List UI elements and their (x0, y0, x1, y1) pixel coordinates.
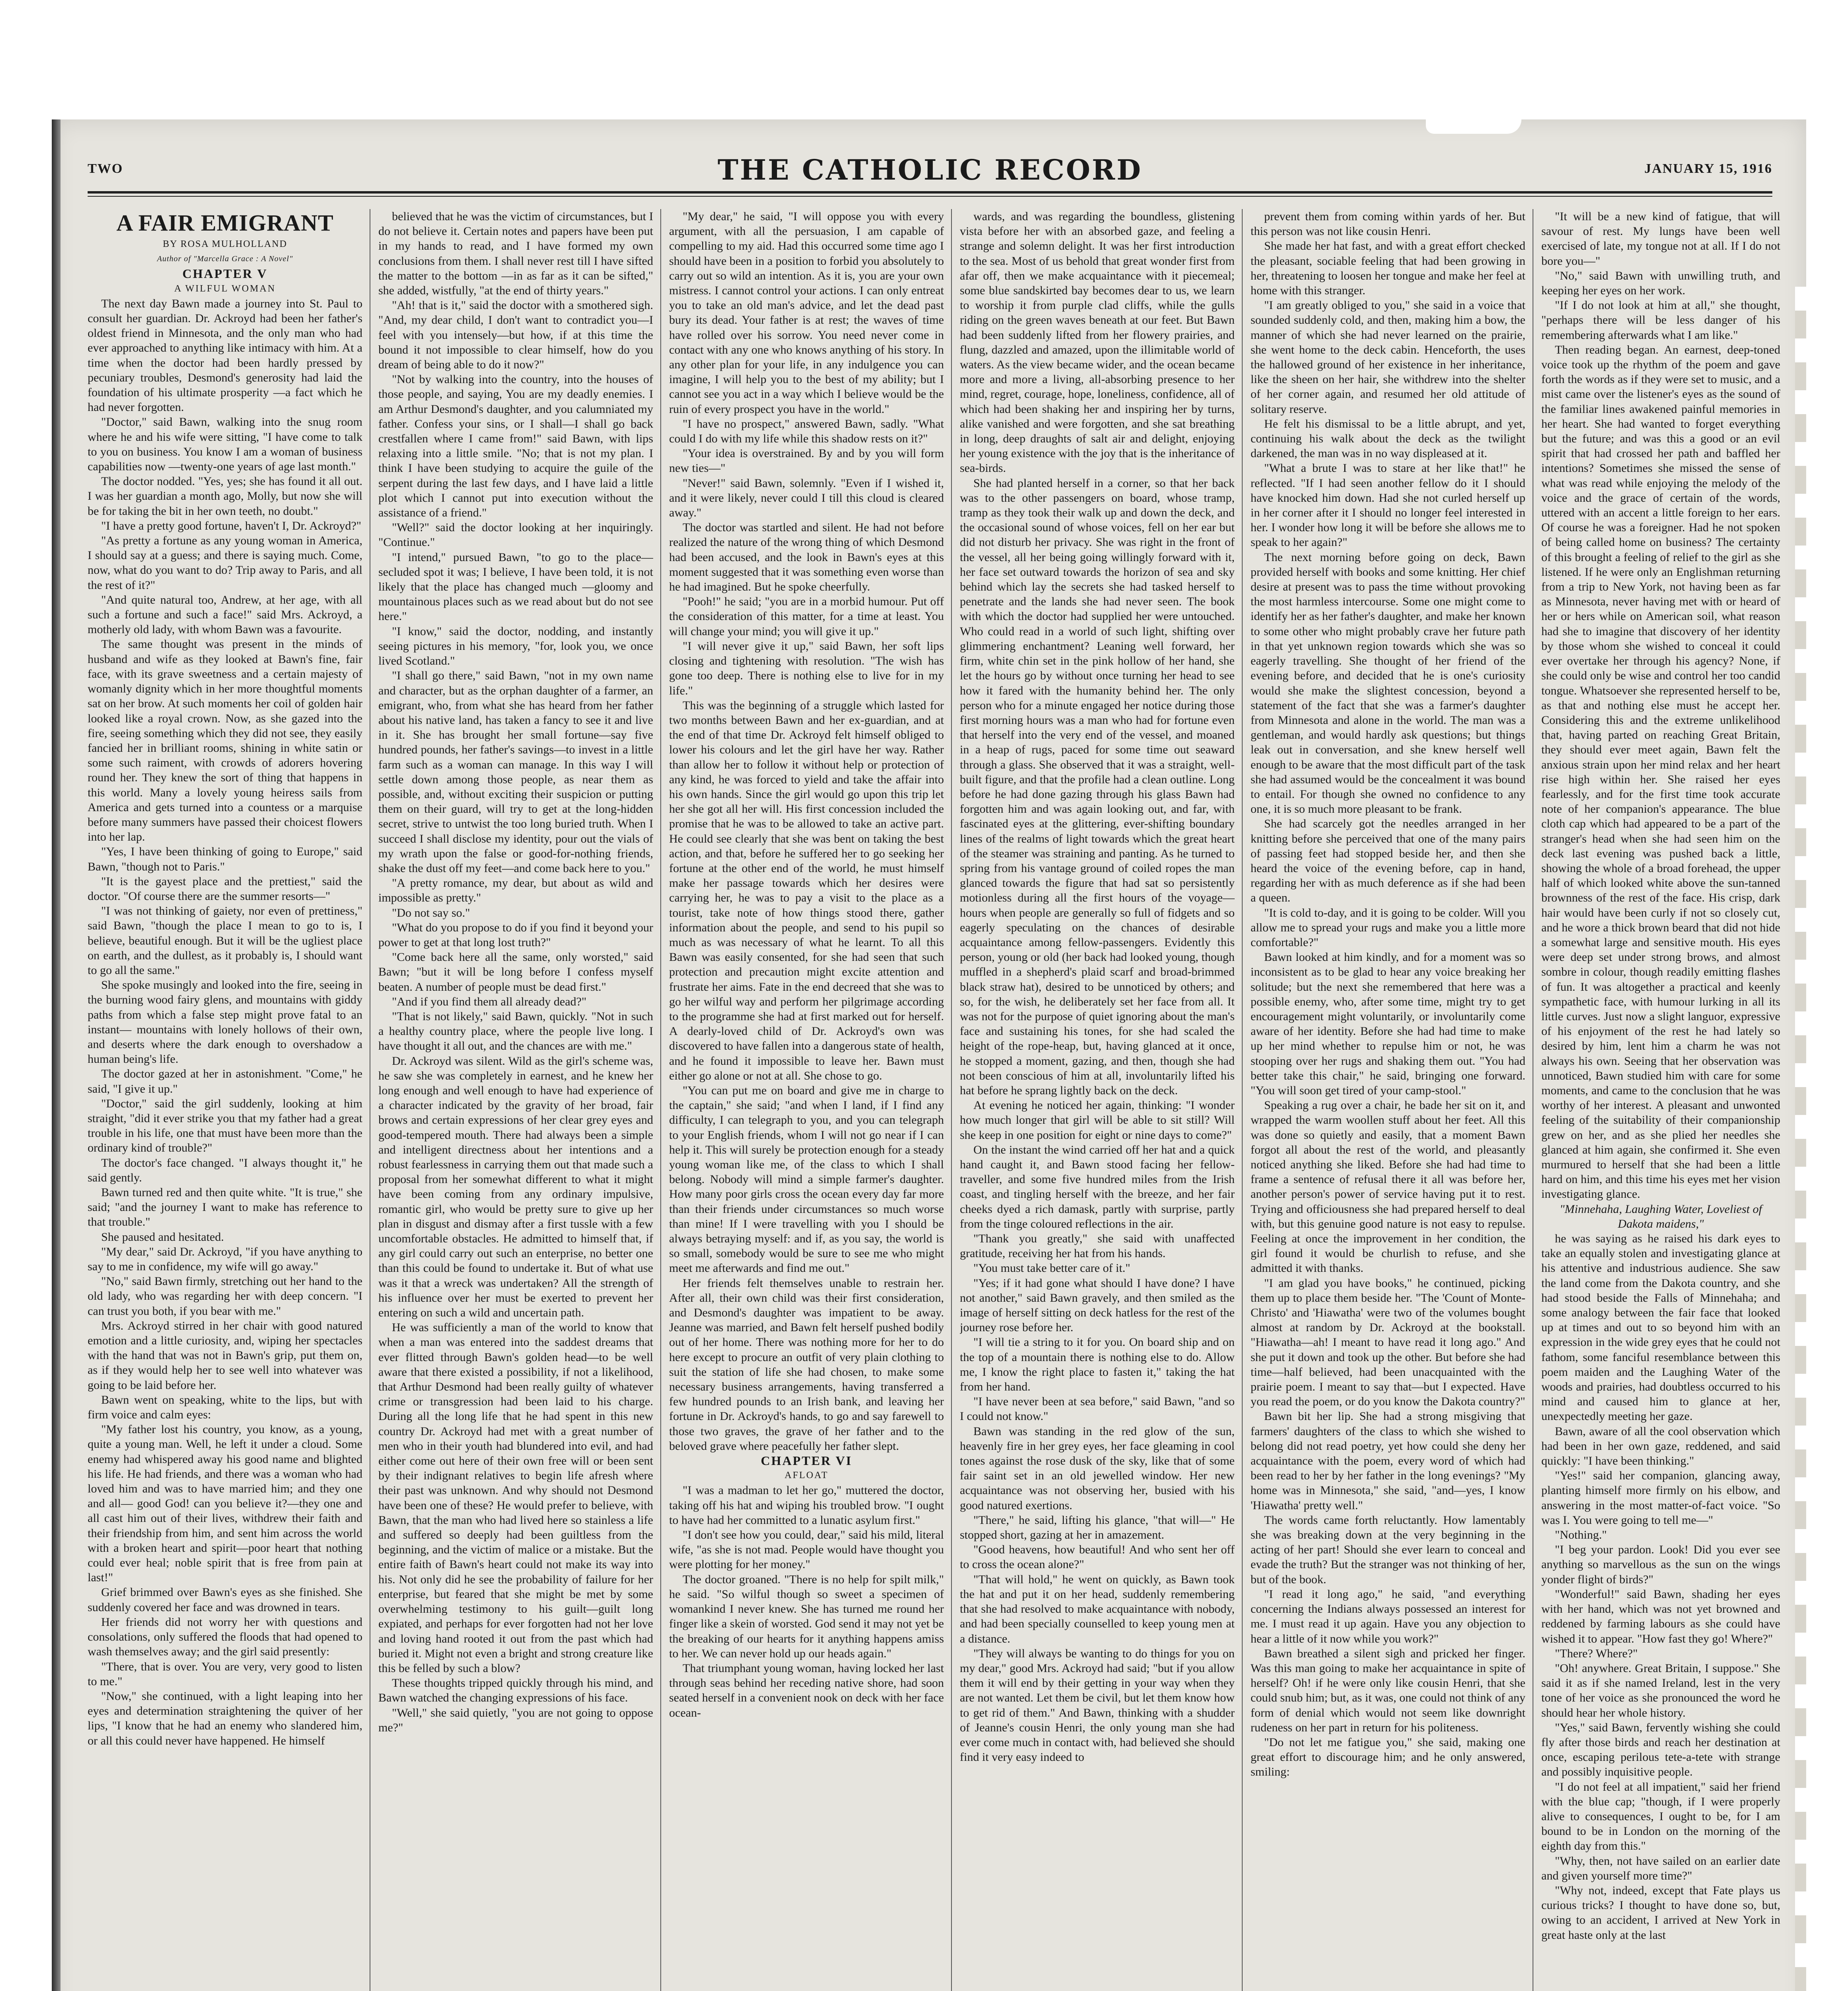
paragraph: Bawn looked at him kindly, and for a moment was so inconsistent as to be glad to hear any voice breaking her solitude; but the next she remembered that here was a possible enemy, who, after some time, might try to get encouragement might voluntarily, or involuntarily come aware of her identity. Before she had had time to make up her mind whether to repulse him or not, he was stooping over her rugs and shaking them out. "You had better take this chair," he said, bringing one forward. "You will soon get tired of your camp-stool." (1251, 951, 1525, 1097)
paragraph: "Well?" said the doctor looking at her inquiringly. "Continue." (378, 521, 653, 549)
chapter-subtitle: AFLOAT (784, 1470, 828, 1481)
paragraph: "Now," she continued, with a light leaping into her eyes and determination straightening the quiver of her lips, "I know that he had an enemy who slandered him, or all this could never have happened. He himself (88, 1689, 362, 1747)
chapter-heading: CHAPTER VI (761, 1453, 852, 1468)
paragraph: The next morning before going on deck, Bawn provided herself with books and some knitting. Her chief desire at present was to pass the time without provoking the most harmless intercourse. Some one might come to identify her as her father's daughter, and make her known to some other who might probably crave her future path in that yet unknown region towards which she was so eagerly travelling. She thought of her friend of the evening before, and decided that he is one's curiosity would she make the slightest concession, beyond a statement of the fact that she was a farmer's daughter from Minnesota and alone in the world. The man was a gentleman, and would hardly ask questions; but things leak out in conversation, and she knew herself well enough to be aware that the most difficult part of the task she had assumed would be the concealment it was bound to entail. For though she owned no confidence to any one, it is so much more pleasant to be frank. (1251, 550, 1525, 816)
column-body (378, 209, 653, 1735)
column-body (1541, 209, 1780, 1202)
column-body (669, 209, 944, 1453)
column-3 (669, 209, 944, 1991)
paragraph: "Never!" said Bawn, solemnly. "Even if I wished it, and it were likely, never could I till this cloud is cleared away." (669, 476, 944, 520)
paragraph: "I don't see how you could, dear," said his mild, literal wife, "as she is not mad. People would have thought you were plotting for her money." (669, 1528, 944, 1571)
paragraph: This was the beginning of a struggle which lasted for two months between Bawn and her ex-guardian, and at the end of that time Dr. Ackroyd felt himself obliged to lower his colours and let the girl have her way. Rather than allow her to follow it without help or protection of any kind, he was forced to yield and take the affair into his own hands. Since the girl would go upon this trip let her she got all her will. His first concession included the promise that he was to be allowed to take an active part. He could see clearly that she was bent on taking the best action, and that, before he suffered her to go seeking her fortune at the other end of the world, he must himself make her passage towards which her desires were carrying her, he was to pay a visit to the place as a tourist, take note of how things stood there, gather information about the people, and send to his pupil so much as was necessary of what he learnt. To all this Bawn was easily consented, for she had seen that such protection and precaution might excite attention and frustrate her aims. Fate in the end decreed that she was to go her wilful way and perform her pilgrimage according to the programme she had at first marked out for herself. A dearly-loved child of Dr. Ackroyd's own was discovered to have fallen into a dangerous state of health, and he found it impossible to leave her. Bawn must either go alone or not at all. She chose to go. (669, 698, 944, 1082)
column-body (960, 209, 1235, 1764)
paragraph: Speaking a rug over a chair, he bade her sit on it, and wrapped the warm woollen stuff about her feet. All this was done so quietly and easily, that a moment Bawn forgot all about the rest of the world, and pleasantly noticed anything she liked. Before she had had time to frame a sentence of refusal there it all was before her, another person's power of service having put it to rest. Trying and officiousness she had prepared herself to deal with, but this genuine good nature is not easy to repulse. Feeling at once the improvement in her condition, the girl found it would be churlish to refuse, and she admitted it with thanks. (1251, 1099, 1525, 1275)
paragraph: "Pooh!" he said; "you are in a morbid humour. Put off the consideration of this matter, for a time at least. You will change your mind; you will give it up." (669, 595, 944, 638)
paragraph: "Not by walking into the country, into the houses of those people, and saying, You are my deadly enemies. I am Arthur Desmond's daughter, and you calumniated my father. Confess your sins, or I shall—I shall go back crestfallen where I came from!" said Bawn, with lips relaxing into a little smile. "No; that is not my plan. I think I have been studying to acquire the guile of the serpent during the last few days, and I have laid a little plot which I cannot put into execution without the assistance of a friend." (378, 373, 653, 520)
paragraph: The same thought was present in the minds of husband and wife as they looked at Bawn's fine, fair face, with its grave sweetness and a certain majesty of womanly dignity which in her more thoughtful moments sat on her brow. At such moments her coil of golden hair looked like a royal crown. Now, as she gazed into the fire, seeing something which they did not see, they easily fancied her in brilliant rooms, shining in white satin or some such raiment, with crowds of adorers hovering round her. They knew the sort of thing that happens in this world. Many a lovely young heiress sails from America and gets turned into a countess or a marquise before many summers have passed their choicest flowers into her lap. (88, 638, 362, 844)
paragraph: "I beg your pardon. Look! Did you ever see anything so marvellous as the sun on the wings yonder flight of birds?" (1541, 1543, 1780, 1586)
column-rule (1242, 209, 1243, 1991)
paragraph: "What do you propose to do if you find it beyond your power to get at that long lost truth?" (378, 921, 653, 949)
paragraph: "It is cold to-day, and it is going to be colder. Will you allow me to spread your rugs and make you a little more comfortable?" (1251, 906, 1525, 949)
paragraph: He felt his dismissal to be a little abrupt, and yet, continuing his walk about the deck as the twilight darkened, the man was in no way displeased at it. (1251, 417, 1525, 460)
paragraph: The words came forth reluctantly. How lamentably she was breaking down at the very beginning in the acting of her part! Should she ever learn to conceal and evade the truth? But the stranger was not thinking of her, but of the book. (1251, 1513, 1525, 1586)
newspaper-title: THE CATHOLIC RECORD (717, 153, 1143, 186)
paragraph: "Oh! anywhere. Great Britain, I suppose." She said it as if she named Ireland, lest in the very tone of her voice as she pronounced the word he should hear her whole history. (1541, 1661, 1780, 1719)
paragraph: "Why, then, not have sailed on an earlier date and given yourself more time?" (1541, 1854, 1780, 1882)
paragraph: "There, that is over. You are very, very good to listen to me." (88, 1660, 362, 1688)
paragraph: "As pretty a fortune as any young woman in America, I should say at a guess; and there is saying much. Come, now, what do you want to do? Trip away to Paris, and all the rest of it?" (88, 534, 362, 592)
paragraph: "Yes," said Bawn, fervently wishing she could fly after those birds and reach her destination at once, escaping perilous tete-a-tete with strange and possibly inquisitive people. (1541, 1721, 1780, 1779)
masthead-rule-thin (88, 196, 1772, 197)
paragraph: The doctor groaned. "There is no help for spilt milk," he said. "So wilful though so sweet a specimen of womankind I never knew. She has turned me round her finger like a skein of worsted. God send it may not yet be the breaking of our hearts for it anything happens amiss to her. We can never hold up our heads again." (669, 1572, 944, 1660)
paragraph: These thoughts tripped quickly through his mind, and Bawn watched the changing expressions of his face. (378, 1676, 653, 1705)
paragraph: She paused and hesitated. (101, 1230, 224, 1244)
column-1 (88, 209, 362, 1991)
paragraph: "Yes, I have been thinking of going to Europe," said Bawn, "though not to Paris." (88, 845, 362, 873)
paragraph: Bawn breathed a silent sigh and pricked her finger. Was this man going to make her acquaintance in spite of herself? Oh! if he were only like cousin Henri, that she could snub him; but, as it was, one could not think of any form of denial which would not seem like downright rudeness on her part in return for his politeness. (1251, 1647, 1525, 1734)
column-6 (1541, 209, 1780, 1991)
torn-edge (1795, 287, 1806, 1991)
newspaper-page (52, 119, 1806, 1991)
story-headline: A FAIR EMIGRANT (116, 210, 334, 236)
paragraph: "Well," she said quietly, "you are not going to oppose me?" (378, 1706, 653, 1734)
column-body (669, 1483, 944, 1720)
paragraph: "A pretty romance, my dear, but about as wild and impossible as pretty." (378, 876, 653, 905)
paragraph: "Do not say so." (392, 906, 470, 919)
story-author-note: Author of "Marcella Grace : A Novel" (157, 254, 293, 264)
paragraph: "Doctor," said the girl suddenly, looking at him straight, "did it ever strike you that my father had a great trouble in his life, one that must have been more than the ordinary kind of trouble?" (88, 1097, 362, 1155)
paragraph: "My dear," he said, "I will oppose you with every argument, with all the persuasion, I am capable of compelling to my aid. Had this occurred some time ago I should have been in a position to forbid you absolutely to carry out so wild an intention. As it is, you are your own mistress. I cannot control your actions. I can only entreat you to take an old man's advice, and let the dead past bury its dead. Your father is at rest; the waves of time have rolled over his sorrow. You need never come in contact with any one who knows anything of his story. In any other plan for your life, in any indulgence you can imagine, I will help you to the best of my ability; but I cannot see you act in a way which I believe would be the ruin of every prospect you have in the world." (669, 210, 944, 416)
paragraph: "There? Where?" (1555, 1647, 1638, 1660)
column-rule (660, 209, 661, 1991)
paragraph: "I intend," pursued Bawn, "to go to the place—secluded spot it was; I believe, I have been told, it is not likely that the place has changed much —gloomy and mountainous places such as we read about but do not see here." (378, 550, 653, 623)
issue-date: JANUARY 15, 1916 (1644, 161, 1772, 176)
paragraph: "Nothing." (1555, 1528, 1607, 1542)
paragraph: "I have never been at sea before," said Bawn, "and so I could not know." (960, 1395, 1235, 1423)
paragraph: "I was a madman to let her go," muttered the doctor, taking off his hat and wiping his troubled brow. "I ought to have had her committed to a lunatic asylum first." (669, 1484, 944, 1527)
paragraph: "It is the gayest place and the prettiest," said the doctor. "Of course there are the summer resorts—" (88, 874, 362, 903)
paragraph: "I will tie a string to it for you. On board ship and on the top of a mountain there is nothing else to do. Allow me, I know the right place to fasten it," taking the hat from her hand. (960, 1336, 1235, 1394)
paragraph: "No," said Bawn firmly, stretching out her hand to the old lady, who was regarding her with deep concern. "I can trust you both, if you bear with me." (88, 1275, 362, 1318)
paragraph: "If I do not look at him at all," she thought, "perhaps there will be less danger of his remembering afterwards what I am like." (1541, 299, 1780, 342)
paragraph: "I have no prospect," answered Bawn, sadly. "What could I do with my life while this shadow rests on it?" (669, 417, 944, 446)
paragraph: Her friends did not worry her with questions and consolations, only suffered the floods that had opened to wash themselves away; and the girl said presently: (88, 1615, 362, 1659)
paragraph: "Yes!" said her companion, glancing away, planting himself more firmly on his elbow, and answering in the most matter-of-fact voice. "So was I. You were going to tell me—" (1541, 1469, 1780, 1527)
paragraph: "I do not feel at all impatient," said her friend with the blue cap; "though, if I were properly alive to consequences, I ought to be, for I am bound to be in London on the morning of the eighth day from this." (1541, 1780, 1780, 1853)
paragraph: She made her hat fast, and with a great effort checked the pleasant, sociable feeling that had been growing in her, threatening to loosen her tongue and make her feel at home with this stranger. (1251, 239, 1525, 297)
paragraph: "And if you find them all already dead?" (392, 995, 587, 1008)
paragraph: "It will be a new kind of fatigue, that will savour of rest. My lungs have been well exercised of late, my tongue not at all. If I do not bore you—" (1541, 210, 1780, 268)
column-body (1541, 1231, 1780, 1942)
column-body (1251, 209, 1525, 1780)
paragraph: The doctor was startled and silent. He had not before realized the nature of the wrong thing of which Desmond had been accused, and the look in Bawn's eyes at this moment suggested that it was something even worse than he had imagined. But he spoke cheerfully. (669, 521, 944, 594)
paragraph: He was sufficiently a man of the world to know that when a man was entered into the saddest dreams that ever flitted through Bawn's golden head—to be well aware that there existed a possibility, if not a likelihood, that Arthur Desmond had been really guilty of whatever crime or transgression had been laid to his charge. During all the long life that he had spent in this new country Dr. Ackroyd had met with a great number of men who in their youth had blundered into evil, and had either come out here of their own free will or been sent by their indignant relatives to begin life afresh where their past was unknown. And why should not Desmond have been one of these? He would prefer to believe, with Bawn, that the man who had lived here so stainless a life and suffered so deeply had been guiltless from the beginning, and the victim of malice or a mistake. But the entire faith of Bawn's heart could not make its way into his. Not only did he see the probability of failure for her enterprise, but feared that she might be met by some overwhelming testimony to his guilt—guilt long expiated, and perhaps for ever forgotten had not her love and loving hand rooted it out from the past which had buried it. Might not even a bright and strong creature like this be felled by such a blow? (378, 1321, 653, 1675)
paragraph: She had scarcely got the needles arranged in her knitting before she perceived that one of the many pairs of passing feet had stopped beside her, and then she heard the voice of the evening before, cap in hand, regarding her with as much deference as if she had been a queen. (1251, 817, 1525, 905)
paragraph: Then reading began. An earnest, deep-toned voice took up the rhythm of the poem and gave forth the words as if they were set to music, and a mist came over the listener's eyes as the sound of the familiar lines awakened painful memories in her heart. She had wanted to forget everything but the future; and was this a good or an evil spirit that had crossed her path and baffled her intentions? Sometimes she missed the sense of what was read while enjoying the melody of the voice and the grace of certain of the words, uttered with an accent a little foreign to her ears. Of course he was a foreigner. Had he not spoken of being called home on business? The certainty of this brought a feeling of relief to the girl as she listened. If he were only an Englishman returning from a trip to New York, not having been as far as Minnesota, never having met with or heard of her or hers while on American soil, what reason had she to imagine that discovery of her identity by those whom she wished to conceal it could ever overtake her through his agency? None, if she could only be wise and control her too candid tongue. Whatsoever she represented herself to be, as that and nothing else must he accept her. Considering this and the extreme unlikelihood that, having parted on reaching Great Britain, they should ever meet again, Bawn felt the anxious strain upon her mind relax and her heart rise high within her. She raised her eyes fearlessly, and for the first time took accurate note of her companion's appearance. The blue cloth cap which had appeared to be a part of the stranger's head when she had seen him on the deck last evening was pushed back a little, showing the whole of a broad forehead, the upper half of which looked white above the sun-tanned brownness of the rest of the face. His crisp, dark hair would have been curly if not so closely cut, and he wore a thick brown beard that did not hide a somewhat large and sensitive mouth. His eyes were deep set under strong brows, and almost sombre in colour, though readily emitting flashes of fun. It was altogether a practical and keenly sympathetic face, with humour lurking in all its little curves. Just now a slight languor, expressive of his enjoyment of the rest he had lately so desired by him, lent him a charm he was not always his own. Seeing that her observation was unnoticed, Bawn studied him with care for some moments, and came to the conclusion that he was worthy of her interest. A pleasant and unwonted feeling of the suitability of their companionship grew on her, and as she plied her needles she glanced at him again, she confirmed it. She even murmured to herself that she had been a little hard on him, and this time his eyes met her vision investigating glance. (1541, 343, 1780, 1201)
column-4 (960, 209, 1235, 1991)
paragraph: he was saying as he raised his dark eyes to take an equally stolen and investigating glance at his attentive and industrious audience. She saw the land come from the Dakota country, and she had stood beside the Falls of Minnehaha; and some analogy between the fair face that looked up at times and out to so beyond him with an expression in the wide grey eyes that he could not fathom, some fanciful resemblance between this poem maiden and the Laughing Water of the woods and prairies, had doubtless occurred to his mind and caused him to glance at her, unexpectedly meeting her gaze. (1541, 1232, 1780, 1423)
paragraph: Bawn, aware of all the cool observation which had been in her own gaze, reddened, and said quickly: "I have been thinking." (1541, 1424, 1780, 1468)
paragraph: "I shall go there," said Bawn, "not in my own name and character, but as the orphan daughter of a farmer, an emigrant, who, from what she has heard from her father about his native land, has taken a fancy to see it and live in it. She has brought her small fortune—say five hundred pounds, her father's savings—to invest in a little farm such as a woman can manage. In this way I will settle down among those people, as near them as possible, and, without exciting their suspicion or putting them on their guard, will try to get at the long-hidden secret, strive to untwist the too long buried truth. When I succeed I shall disclose my identity, pour out the vials of my wrath upon the false or good-for-nothing friends, shake the dust off my feet—and come back here to you." (378, 669, 653, 875)
chapter-subtitle: A WILFUL WOMAN (174, 283, 276, 294)
paragraph: believed that he was the victim of circumstances, but I do not believe it. Certain notes and papers have been put in my hands to read, and I have formed my own conclusions from them. I shall never rest till I have sifted the matter to the bottom —in as far as it can be sifted," she added, wistfully, "at the end of thirty years." (378, 210, 653, 297)
paragraph: She had planted herself in a corner, so that her back was to the other passengers on board, whose tramp, tramp as they took their walk up and down the deck, and the occasional sound of whose voices, fell on her ear but did not disturb her privacy. She was right in the front of the vessel, all her being going willingly forward with it, her face set outward towards the horizon of sea and sky behind which lay the secrets she had tasked herself to penetrate and the lands she had never seen. The book with which the doctor had supplied her were untouched. Who could read in a world of such light, shifting over glimmering enchantment? Leaning well forward, her firm, white chin set in the pink hollow of her hand, she let the hours go by without once turning her head to see how it fared with the humanity behind her. The only person who for a minute engaged her notice during those first morning hours was a man who had for fortune even that herself into the very end of the vessel, and moaned in a heap of rugs, paced for some time out seaward through a glass. She observed that it was a straight, well-built figure, and that the profile had a clean outline. Long before he had done gazing through his glass Bawn had forgotten him and was again looking out, and far, with fascinated eyes at the glittering, ever-shifting boundary lines of the realms of light towards which the great heart of the steamer was straining and panting. As he turned to spring from his vantage ground of coiled ropes the man glanced towards the figure that had sat so persistently motionless during all the first hours of the voyage—hours when people are generally so full of fidgets and so eagerly speculating on the chances of desirable acquaintance among fellow-passengers. Evidently this person, young or old (her back had looked young, though muffled in a shepherd's plaid scarf and broad-brimmed black straw hat), desired to be unnoticed by others; and so, for the wish, he deliberately set her face from all. It was not for the purpose of quiet ignoring about the man's face and sustaining his tones, for she had scaled the height of the rope-heap, but, having glanced at it once, he stopped a moment, gazing, and then, though she had not been conscious of him at all, involuntarily lifted his hat before he sprang lightly back on the deck. (960, 476, 1235, 1097)
paragraph: Dr. Ackroyd was silent. Wild as the girl's scheme was, he saw she was completely in earnest, and he knew her long enough and well enough to have had experience of a character indicated by the gravity of her broad, fair brows and certain expressions of her clear grey eyes and good-tempered mouth. There had always been a simple and intelligent directness about her intentions and a robust fearlessness in carrying them out that made such a proposal from her somewhat different to what it might have been coming from any ordinary impulsive, romantic girl, who would be pretty sure to give up her plan in disgust and dismay after a first tussle with a few uncomfortable obstacles. He admitted to himself that, if any girl could carry out such an enterprise, no better one than this could be found to undertake it. But of what use was it that a wreck was undertaken? All the strength of his influence over her must be exerted to prevent her entering on such a wild and uncertain path. (378, 1054, 653, 1320)
paragraph: She spoke musingly and looked into the fire, seeing in the burning wood fairy glens, and mountains with giddy paths from which a false step might prove fatal to an instant— mountains with lonely hollows of their own, and deserts where the dark enough to overshadow a human being's life. (88, 978, 362, 1066)
paragraph: "I have a pretty good fortune, haven't I, Dr. Ackroyd?" (101, 519, 362, 532)
paragraph: "I am greatly obliged to you," she said in a voice that sounded suddenly cold, and then, making him a bow, the manner of which she had never learned on the prairie, she went home to the deck cabin. Henceforth, the uses the hallowed ground of her existence in her inheritance, like the sheen on her hair, she withdrew into the shelter of her corner again, and resumed her old attitude of solitary reserve. (1251, 299, 1525, 416)
paragraph: "My father lost his country, you know, as a young, quite a young man. Well, he left it under a cloud. Some enemy had whispered away his good name and blighted his life. He had friends, and there was a woman who had loved him and was to have married him; and they one and all— good God! can you believe it?—they one and all cast him out of their lives, withdrew their faith and their friendship from him, and sent him across the world with a broken heart and spirit—poor heart that nothing could ever heal; noble spirit that is free from pain at last!" (88, 1423, 362, 1584)
paragraph: Bawn was standing in the red glow of the sun, heavenly fire in her grey eyes, her face gleaming in cool tones against the rose dusk of the sky, like that of some fair saint set in an old jewelled window. Her new acquaintance was not observing her, busied with his good natured exertions. (960, 1424, 1235, 1512)
paragraph: "I will never give it up," said Bawn, her soft lips closing and tightening with resolution. "The wish has gone too deep. There is nothing else to live for in my life." (669, 639, 944, 697)
paragraph: At evening he noticed her again, thinking: "I wonder how much longer that girl will be able to sit still? Will she keep in one position for eight or nine days to come?" (960, 1099, 1235, 1142)
paragraph: Her friends felt themselves unable to restrain her. After all, their own child was their first consideration, and Desmond's daughter was impatient to be away. Jeanne was married, and Bawn felt herself pushed bodily out of her home. There was nothing more for her to do here except to procure an outfit of very plain clothing to suit the station of life she had chosen, to make some necessary business arrangements, having transferred a few hundred pounds to an Irish bank, and leaving her fortune in Dr. Ackroyd's hands, to go and say farewell to those two graves, the grave of her father and to the beloved grave where peacefully her father slept. (669, 1276, 944, 1453)
paragraph: "I was not thinking of gaiety, nor even of prettiness," said Bawn, "though the place I mean to go to is, I believe, beautiful enough. But it will be the ugliest place on earth, and the dullest, as it probably is, I should want to go all the same." (88, 904, 362, 977)
chapter-heading: CHAPTER V (182, 266, 268, 281)
paragraph: "My dear," said Dr. Ackroyd, "if you have anything to say to me in confidence, my wife will go away." (88, 1245, 362, 1273)
paragraph: "Come back here all the same, only worsted," said Bawn; "but it will be long before I confess myself beaten. A number of people must be dead first." (378, 951, 653, 994)
paragraph: "Doctor," said Bawn, walking into the snug room where he and his wife were sitting, "I have come to talk to you on business. You know I am a woman of business capabilities now —twenty-one years of age last month." (88, 415, 362, 473)
paragraph: wards, and was regarding the boundless, glistening vista before her with an absorbed gaze, and feeling a strange and solemn delight. It was her first introduction to the sea. Most of us behold that great wonder first from afar off, then we make acquaintance with it piecemeal; some blue sandskirted bay becomes dear to us, we learn to worship it from purple clad cliffs, while the gulls riding on the green waves beneath at our feet. But Bawn had been suddenly lifted from her flowery prairies, and flung, dazzled and amazed, upon the illimitable world of waters. As the view became wider, and the ocean became more and more a living, all-absorbing presence to her mind, regret, courage, hope, loneliness, confidence, all of which had been shaking her and inspiring her by turns, alike vanished and were forgotten, and she sat breathing in long, deep draughts of salt air and delight, enjoying her young existence with the joy that is the inheritance of sea-birds. (960, 210, 1235, 475)
paragraph: "Good heavens, how beautiful! And who sent her off to cross the ocean alone?" (960, 1543, 1235, 1571)
paragraph: On the instant the wind carried off her hat and a quick hand caught it, and Bawn stood facing her fellow-traveller, and some five hundred miles from the Irish coast, and tingling herself with the breeze, and her fair cheeks dyed a rich damask, partly with surprise, partly from the tinge coloured reflections in the air. (960, 1143, 1235, 1230)
poem-quote: "Minnehaha, Laughing Water, Loveliest of Dakota maidens," (1559, 1202, 1762, 1230)
paragraph: "I know," said the doctor, nodding, and instantly seeing pictures in his memory, "for, look you, we once lived Scotland." (378, 624, 653, 668)
paragraph: The doctor's face changed. "I always thought it," he said gently. (88, 1156, 362, 1184)
paragraph: "That will hold," he went on quickly, as Bawn took the hat and put it on her head, suddenly remembering that she had resolved to make acquaintance with nobody, and had been specially counselled to keep young men at a distance. (960, 1572, 1235, 1645)
paragraph: "They will always be wanting to do things for you on my dear," good Mrs. Ackroyd had said; "but if you allow them it will end by their getting in your way when they are not wanted. Let them be civil, but let them know how to get rid of them." And Bawn, thinking with a shudder of Jeanne's cousin Henri, the only young man she had ever come much in contact with, had believed she should find it very easy indeed to (960, 1647, 1235, 1764)
column-5 (1251, 209, 1525, 1991)
column-rule (951, 209, 952, 1991)
paragraph: "And quite natural too, Andrew, at her age, with all such a fortune and such a face!" said Mrs. Ackroyd, a motherly old lady, with whom Bawn was a favourite. (88, 593, 362, 636)
paragraph: "Yes; if it had gone what should I have done? I have not another," said Bawn gravely, and then smiled as the image of herself sitting on deck hatless for the rest of the journey rose before her. (960, 1276, 1235, 1334)
paragraph: "Your idea is overstrained. By and by you will form new ties—" (669, 447, 944, 475)
torn-corner (1426, 119, 1521, 134)
paragraph: "Ah! that is it," said the doctor with a smothered sigh. "And, my dear child, I don't want to contradict you—I feel with you intensely—but how, if at this time the bound it not impossible to clear himself, how do you dream of being able to do it now?" (378, 299, 653, 372)
paragraph: "Why not, indeed, except that Fate plays us curious tricks? I thought to have done so, but, owing to an accident, I arrived at New York in great haste only at the last (1541, 1883, 1780, 1942)
paragraph: The doctor gazed at her in astonishment. "Come," he said, "I give it up." (88, 1067, 362, 1095)
paragraph: Bawn bit her lip. She had a strong misgiving that farmers' daughters of the class to which she wished to belong did not read poetry, yet how could she deny her acquaintance with the poem, every word of which had been read to her by her father in the long evenings? "My home was in Minnesota," she said, "and—yes, I know 'Hiawatha' pretty well." (1251, 1410, 1525, 1512)
paragraph: "You can put me on board and give me in charge to the captain," she said; "and when I land, if I find any difficulty, I can telegraph to you, and you can telegraph to your English friends, whom I will not go near if I can help it. This will surely be protection enough for a steady young woman like me, of the class to which I shall belong. Nobody will mind a simple farmer's daughter. How many poor girls cross the ocean every day far more than their friends under circumstances so much worse than mine! If I were travelling with you I should be always betraying myself: and if, as you say, the world is so small, somebody would be sure to see me who might meet me afterwards and find me out." (669, 1084, 944, 1275)
paragraph: Bawn turned red and then quite white. "It is true," she said; "and the journey I want to make has reference to that trouble." (88, 1186, 362, 1229)
binding-edge (52, 119, 61, 1991)
paragraph: Grief brimmed over Bawn's eyes as she finished. She suddenly covered her face and was drowned in tears. (88, 1586, 362, 1614)
paragraph: The next day Bawn made a journey into St. Paul to consult her guardian. Dr. Ackroyd had been her father's oldest friend in Minnesota, and the only man who had ever approached to anything like intimacy with him. At a time when the doctor had been hardly pressed by pecuniary troubles, Desmond's generosity had laid the foundation of his ultimate prosperity —a fact which he had never forgotten. (88, 297, 362, 414)
paragraph: "That is not likely," said Bawn, quickly. "Not in such a healthy country place, where the people live long. I have thought it all out, and the chances are with me." (378, 1009, 653, 1053)
paragraph: "There," he said, lifting his glance, "that will—" He stopped short, gazing at her in amazement. (960, 1513, 1235, 1542)
paragraph: Bawn went on speaking, white to the lips, but with firm voice and calm eyes: (88, 1393, 362, 1422)
column-2 (378, 209, 653, 1991)
paragraph: "I read it long ago," he said, "and everything concerning the Indians always possessed an interest for me. I must read it up again. Have you any objection to hear a little of it now while you work?" (1251, 1587, 1525, 1645)
masthead-rule (88, 191, 1772, 194)
page-number: TWO (88, 161, 123, 176)
paragraph: prevent them from coming within yards of her. But this person was not like cousin Henri. (1251, 210, 1525, 238)
paragraph: "What a brute I was to stare at her like that!" he reflected. "If I had seen another fellow do it I should have knocked him down. Had she not curled herself up in her corner after it I should no longer feel interested in her. I wonder how long it will be before she allows me to speak to her again?" (1251, 462, 1525, 549)
story-byline: BY ROSA MULHOLLAND (162, 239, 288, 249)
paragraph: Mrs. Ackroyd stirred in her chair with good natured emotion and a little curiosity, and, wiping her spectacles with the hand that was not in Bawn's grip, put them on, as if they would help her to see well into whatever was going to be laid before her. (88, 1319, 362, 1392)
masthead (88, 153, 1772, 189)
paragraph: "Wonderful!" said Bawn, shading her eyes with her hand, which was not yet browned and reddened by farming labours as she could have wished it to appear. "How fast they go! Where?" (1541, 1587, 1780, 1645)
paragraph: "No," said Bawn with unwilling truth, and keeping her eyes on her work. (1541, 269, 1780, 297)
paragraph: "Thank you greatly," she said with unaffected gratitude, receiving her hat from his hands. (960, 1232, 1235, 1260)
paragraph: The doctor nodded. "Yes, yes; she has found it all out. I was her guardian a month ago, Molly, but now she will be for taking the bit in her own teeth, no doubt." (88, 475, 362, 518)
column-body (88, 296, 362, 1748)
paragraph: That triumphant young woman, having locked her last through seas behind her receding native shore, had soon seated herself in a convenient nook on deck with her face ocean- (669, 1661, 944, 1719)
paragraph: "Do not let me fatigue you," she said, making one great effort to discourage him; and he only answered, smiling: (1251, 1735, 1525, 1779)
paragraph: "You must take better care of it." (973, 1261, 1130, 1275)
paragraph: "I am glad you have books," he continued, picking them up to place them beside her. "The 'Count of Monte-Christo' and 'Hiawatha' were two of the volumes bought almost at random by Dr. Ackroyd at the bookstall. "Hiawatha—ah! I meant to have read it long ago." And she put it down and took up the other. But before she had time—half believed, had been unacquainted with the prairie poem. I meant to say that—but I expected. Have you read the poem, or do you know the Dakota country?" (1251, 1276, 1525, 1408)
